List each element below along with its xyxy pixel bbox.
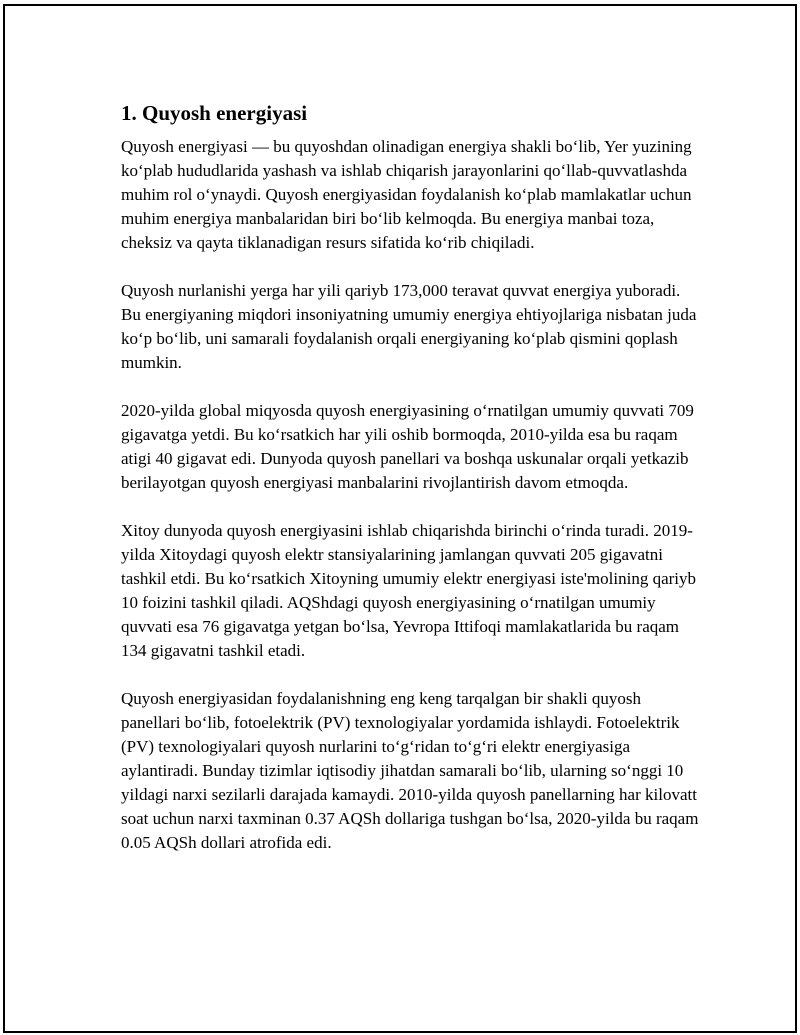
- paragraph-5: Quyosh energiyasidan foydalanishning eng keng tarqalgan bir shakli quyosh panellari bo‘lib, fotoelektrik (PV) texnologiyalar yordamida ishlaydi. Fotoelektrik (PV) texnologiyalari quyosh nurlarini to‘g‘ridan to‘g‘ri elektr energiyasiga aylantiradi. Bunday tizimlar iqtisodiy jihatdan samarali bo‘lib, ularning so‘nggi 10 yildagi narxi sezilarli darajada kamaydi. 2010-yilda quyosh panellarning har kilovatt soat uchun narxi taxminan 0.37 AQSh dollariga tushgan bo‘lsa, 2020-yilda bu raqam 0.05 AQSh dollari atrofida edi.: [121, 689, 699, 852]
- section-heading: 1. Quyosh energiyasi: [121, 101, 308, 125]
- paragraph-2: Quyosh nurlanishi yerga har yili qariyb 173,000 teravat quvvat energiya yuboradi. Bu energiyaning miqdori insoniyatning umumiy energiya ehtiyojlariga nisbatan juda ko‘p bo‘lib, uni samarali foydalanish orqali energiyaning ko‘plab qismini qoplash mumkin.: [121, 281, 697, 372]
- page-frame: [3, 4, 797, 1033]
- paragraph-3: 2020-yilda global miqyosda quyosh energiyasining o‘rnatilgan umumiy quvvati 709 gigavatga yetdi. Bu ko‘rsatkich har yili oshib bormoqda, 2010-yilda esa bu raqam atigi 40 gigavat edi. Dunyoda quyosh panellari va boshqa uskunalar orqali yetkazib berilayotgan quyosh energiyasi manbalarini rivojlantirish davom etmoqda.: [121, 401, 694, 492]
- paragraph-4: Xitoy dunyoda quyosh energiyasini ishlab chiqarishda birinchi o‘rinda turadi. 2019-yilda Xitoydagi quyosh elektr stansiyalarining jamlangan quvvati 205 gigavatni tashkil etdi. Bu ko‘rsatkich Xitoyning umumiy elektr energiyasi iste'molining qariyb 10 foizini tashkil qiladi. AQShdagi quyosh energiyasining o‘rnatilgan umumiy quvvati esa 76 gigavatga yetgan bo‘lsa, Yevropa Ittifoqi mamlakatlarida bu raqam 134 gigavatni tashkil etadi.: [121, 521, 696, 660]
- paragraph-1: Quyosh energiyasi — bu quyoshdan olinadigan energiya shakli bo‘lib, Yer yuzining ko‘plab hududlarida yashash va ishlab chiqarish jarayonlarini qo‘llab-quvvatlashda muhim rol o‘ynaydi. Quyosh energiyasidan foydalanish ko‘plab mamlakatlar uchun muhim energiya manbalaridan biri bo‘lib kelmoqda. Bu energiya manbai toza, cheksiz va qayta tiklanadigan resurs sifatida ko‘rib chiqiladi.: [121, 137, 692, 252]
- document-body: [121, 99, 701, 879]
